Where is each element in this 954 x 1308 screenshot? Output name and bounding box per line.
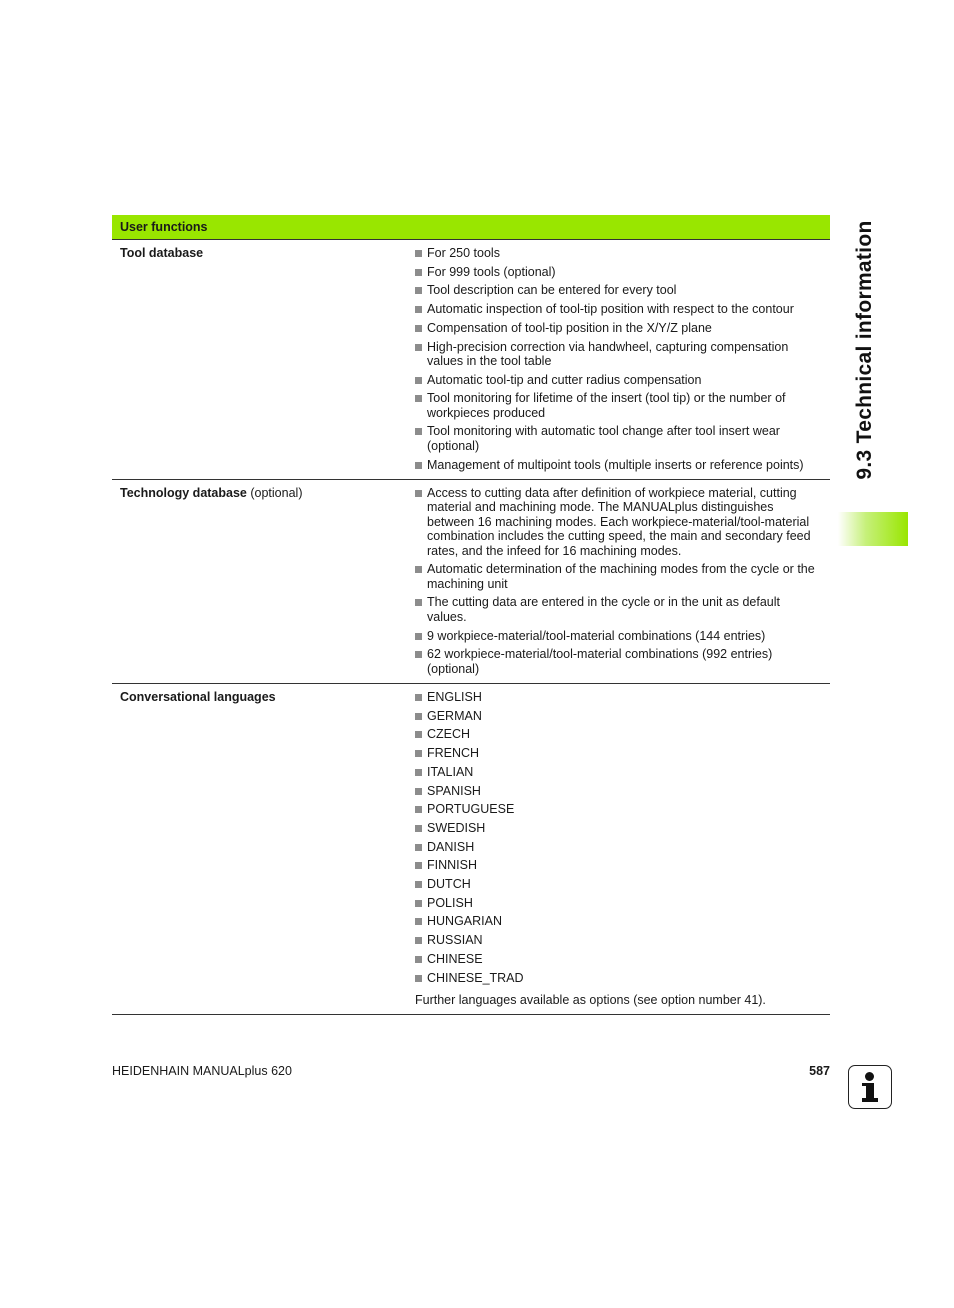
square-bullet-icon bbox=[415, 651, 422, 658]
list-item bbox=[415, 690, 822, 704]
page-number: 587 bbox=[809, 1064, 830, 1078]
list-item bbox=[415, 424, 822, 453]
list-item bbox=[415, 486, 822, 558]
list-item-text: SPANISH bbox=[427, 783, 481, 798]
info-icon bbox=[848, 1065, 892, 1109]
list-item-text: Automatic tool-tip and cutter radius compensation bbox=[427, 372, 702, 387]
list-item bbox=[415, 595, 822, 624]
list-item-text: ITALIAN bbox=[427, 764, 474, 779]
row-label bbox=[112, 486, 415, 676]
square-bullet-icon bbox=[415, 306, 422, 313]
list-item-text: Automatic determination of the machining modes from the cycle or the machining unit bbox=[427, 562, 815, 591]
row-label-text: Technology database bbox=[120, 485, 247, 500]
list-item-text: DUTCH bbox=[427, 877, 471, 892]
list-item-text: For 250 tools bbox=[427, 246, 500, 260]
chapter-tab-marker bbox=[838, 512, 908, 546]
square-bullet-icon bbox=[415, 344, 422, 351]
list-item-text: ENGLISH bbox=[427, 690, 482, 705]
footer-product-name: HEIDENHAIN MANUALplus 620 bbox=[112, 1064, 292, 1078]
row-note: Further languages available as options (see option number 41). bbox=[415, 992, 766, 1007]
list-item bbox=[415, 784, 822, 798]
row-items bbox=[415, 246, 822, 472]
list-item-text: RUSSIAN bbox=[427, 933, 483, 948]
row-label bbox=[112, 690, 415, 1007]
list-item bbox=[415, 765, 822, 779]
square-bullet-icon bbox=[415, 937, 422, 944]
list-item bbox=[415, 840, 822, 854]
square-bullet-icon bbox=[415, 825, 422, 832]
list-item-text: 9 workpiece-material/tool-material combinations (144 entries) bbox=[427, 628, 766, 643]
list-item bbox=[415, 802, 822, 816]
list-item-text: Compensation of tool-tip position in the X/Y/Z plane bbox=[427, 320, 712, 335]
list-item bbox=[415, 302, 822, 316]
list-item bbox=[415, 746, 822, 760]
square-bullet-icon bbox=[415, 769, 422, 776]
list-item bbox=[415, 391, 822, 420]
list-item-text: FRENCH bbox=[427, 746, 480, 761]
square-bullet-icon bbox=[415, 269, 422, 276]
square-bullet-icon bbox=[415, 881, 422, 888]
list-item bbox=[415, 265, 822, 279]
square-bullet-icon bbox=[415, 325, 422, 332]
square-bullet-icon bbox=[415, 428, 422, 435]
square-bullet-icon bbox=[415, 731, 422, 738]
list-item-text: CHINESE bbox=[427, 951, 483, 966]
list-item-text: DANISH bbox=[427, 839, 475, 854]
row-items bbox=[415, 486, 822, 676]
square-bullet-icon bbox=[415, 900, 422, 907]
square-bullet-icon bbox=[415, 806, 422, 813]
square-bullet-icon bbox=[415, 462, 422, 469]
list-item bbox=[415, 933, 822, 947]
list-item bbox=[415, 321, 822, 335]
list-item bbox=[415, 246, 822, 260]
list-item-text: Tool monitoring with automatic tool change after tool insert wear (optional) bbox=[427, 424, 780, 453]
list-item-text: Tool monitoring for lifetime of the insert (tool tip) or the number of workpieces produced bbox=[427, 391, 786, 420]
row-label-suffix: (optional) bbox=[246, 485, 303, 500]
list-item-text: HUNGARIAN bbox=[427, 914, 503, 929]
square-bullet-icon bbox=[415, 862, 422, 869]
table-row bbox=[112, 684, 830, 1015]
table-body bbox=[112, 240, 830, 1015]
list-item-text: The cutting data are entered in the cycle or in the unit as default values. bbox=[427, 595, 780, 624]
square-bullet-icon bbox=[415, 956, 422, 963]
square-bullet-icon bbox=[415, 395, 422, 402]
list-item bbox=[415, 858, 822, 872]
list-item-text: Management of multipoint tools (multiple inserts or reference points) bbox=[427, 457, 804, 472]
square-bullet-icon bbox=[415, 287, 422, 294]
list-item bbox=[415, 727, 822, 741]
table-row bbox=[112, 240, 830, 480]
list-item bbox=[415, 340, 822, 369]
square-bullet-icon bbox=[415, 750, 422, 757]
list-item bbox=[415, 629, 822, 643]
table-row bbox=[112, 480, 830, 684]
square-bullet-icon bbox=[415, 490, 422, 497]
square-bullet-icon bbox=[415, 918, 422, 925]
square-bullet-icon bbox=[415, 250, 422, 257]
square-bullet-icon bbox=[415, 788, 422, 795]
square-bullet-icon bbox=[415, 633, 422, 640]
table-header: User functions bbox=[112, 215, 830, 240]
list-item-text: Automatic inspection of tool-tip position with respect to the contour bbox=[427, 302, 794, 317]
square-bullet-icon bbox=[415, 694, 422, 701]
list-item-text: CZECH bbox=[427, 727, 471, 742]
list-item-text: GERMAN bbox=[427, 708, 482, 723]
list-item bbox=[415, 647, 822, 676]
list-item-text: PORTUGUESE bbox=[427, 802, 515, 817]
list-item-text: Access to cutting data after definition of workpiece material, cutting material and machining mode. The MANUALplus distinguishes between 16 machining modes. Each workpiece-material/tool-material combination includes the cutting speed, the main and secondary feed rates, and the infeed for 16 machining modes. bbox=[427, 485, 811, 558]
row-items bbox=[415, 690, 822, 1007]
list-item bbox=[415, 709, 822, 723]
square-bullet-icon bbox=[415, 844, 422, 851]
list-item bbox=[415, 562, 822, 591]
list-item-text: CHINESE_TRAD bbox=[427, 970, 524, 985]
list-item-text: SWEDISH bbox=[427, 820, 486, 835]
list-item bbox=[415, 877, 822, 891]
row-label-text: Tool database bbox=[120, 246, 204, 260]
list-item bbox=[415, 821, 822, 835]
list-item bbox=[415, 952, 822, 966]
list-item bbox=[415, 914, 822, 928]
list-item bbox=[415, 896, 822, 910]
bullet-list bbox=[415, 690, 822, 985]
square-bullet-icon bbox=[415, 975, 422, 982]
list-item bbox=[415, 373, 822, 387]
list-item-text: 62 workpiece-material/tool-material combinations (992 entries) (optional) bbox=[427, 647, 773, 676]
square-bullet-icon bbox=[415, 566, 422, 573]
row-label-text: Conversational languages bbox=[120, 690, 276, 705]
list-item-text: FINNISH bbox=[427, 858, 477, 873]
list-item bbox=[415, 283, 822, 297]
bullet-list bbox=[415, 486, 822, 676]
user-functions-table bbox=[112, 215, 830, 1015]
list-item-text: High-precision correction via handwheel, capturing compensation values in the tool table bbox=[427, 339, 789, 368]
square-bullet-icon bbox=[415, 599, 422, 606]
bullet-list bbox=[415, 246, 822, 472]
list-item-text: Tool description can be entered for every tool bbox=[427, 283, 677, 298]
list-item-text: For 999 tools (optional) bbox=[427, 264, 556, 279]
row-label bbox=[112, 246, 415, 472]
list-item bbox=[415, 458, 822, 472]
square-bullet-icon bbox=[415, 377, 422, 384]
square-bullet-icon bbox=[415, 713, 422, 720]
list-item-text: POLISH bbox=[427, 895, 473, 910]
list-item bbox=[415, 971, 822, 985]
